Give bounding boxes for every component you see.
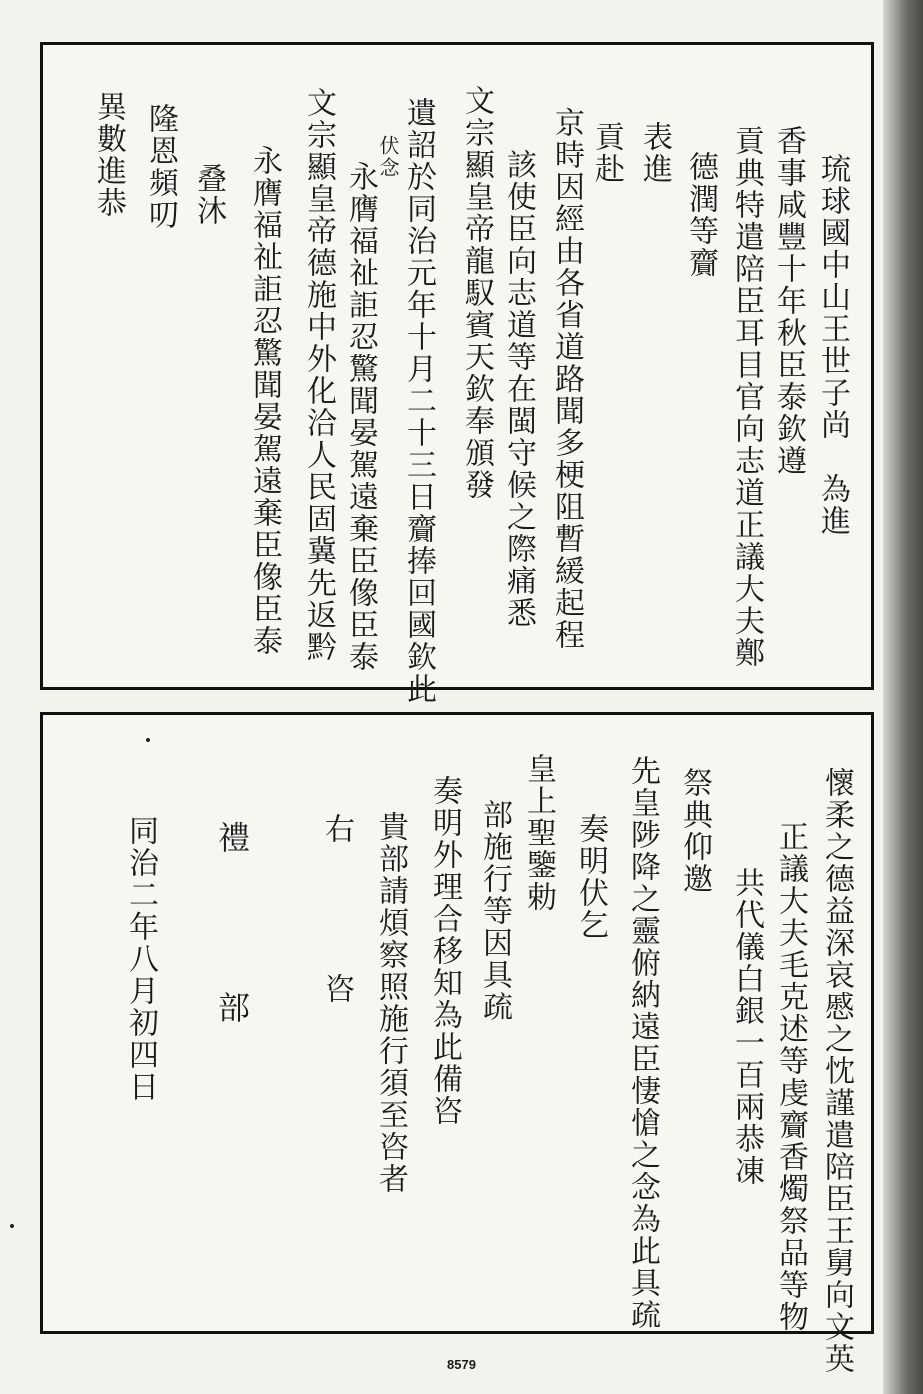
- text-column: 祭典仰邀: [677, 767, 712, 895]
- text-column: 隆恩頻叨: [143, 103, 178, 231]
- text-column: 表進: [637, 121, 672, 185]
- print-speck: [10, 1224, 14, 1228]
- text-column: 正議大夫毛克述等虔齎香燭祭品等物: [773, 821, 808, 1333]
- print-speck: [146, 738, 150, 742]
- text-column: 異數進恭: [91, 91, 126, 219]
- text-column: 文宗顯皇帝龍馭賓天欽奉頒發: [459, 85, 494, 501]
- text-column: 香事咸豐十年秋臣泰欽遵: [771, 125, 806, 477]
- text-column: 伏念: [376, 135, 400, 179]
- text-column: 琉球國中山王世子尚 為進: [815, 153, 850, 537]
- text-column: 貢赴: [589, 121, 624, 185]
- text-column: 右 咨: [319, 813, 354, 1005]
- text-column: 皇上聖鑒勅: [521, 753, 556, 913]
- page-number: 8579: [447, 1357, 476, 1372]
- text-column: 京時因經由各省道路聞多梗阻暫緩起程: [549, 107, 584, 651]
- text-column: 禮 部: [213, 821, 251, 1025]
- text-column: 同治二年八月初四日: [123, 815, 158, 1103]
- text-column: 共代儀白銀一百兩恭凍: [729, 867, 764, 1187]
- text-column: 部施行等因具疏: [477, 799, 512, 1023]
- text-column: 遺詔於同治元年十月二十三日齎捧回國欽此: [401, 97, 436, 705]
- text-column: 奏明外理合移知為此備咨: [427, 775, 462, 1127]
- text-column: 奏明伏乞: [573, 813, 608, 941]
- upper-document-panel: [40, 42, 874, 705]
- text-column: 永膺福祉詎忍驚聞晏駕遠棄臣像臣泰: [343, 161, 378, 673]
- text-column: 貴部請煩察照施行須至咨者: [373, 811, 408, 1195]
- text-column: 貢典特遣陪臣耳目官向志道正議大夫鄭: [729, 125, 764, 669]
- text-column: 永膺福祉詎忍驚聞晏駕遠棄臣像臣泰: [247, 145, 282, 657]
- book-binding-edge: [883, 0, 923, 1394]
- text-column: 叠沐: [191, 163, 226, 227]
- text-column: 德潤等齎: [683, 151, 718, 279]
- text-column: 該使臣向志道等在閩守候之際痛悉: [501, 149, 536, 629]
- text-column: 文宗顯皇帝德施中外化洽人民固冀先返黔: [301, 87, 336, 663]
- text-column: 懷柔之德益深哀慼之忱謹遣陪臣王舅向文英: [819, 767, 854, 1375]
- text-column: 先皇陟降之靈俯納遠臣悽愴之念為此具疏: [625, 755, 660, 1331]
